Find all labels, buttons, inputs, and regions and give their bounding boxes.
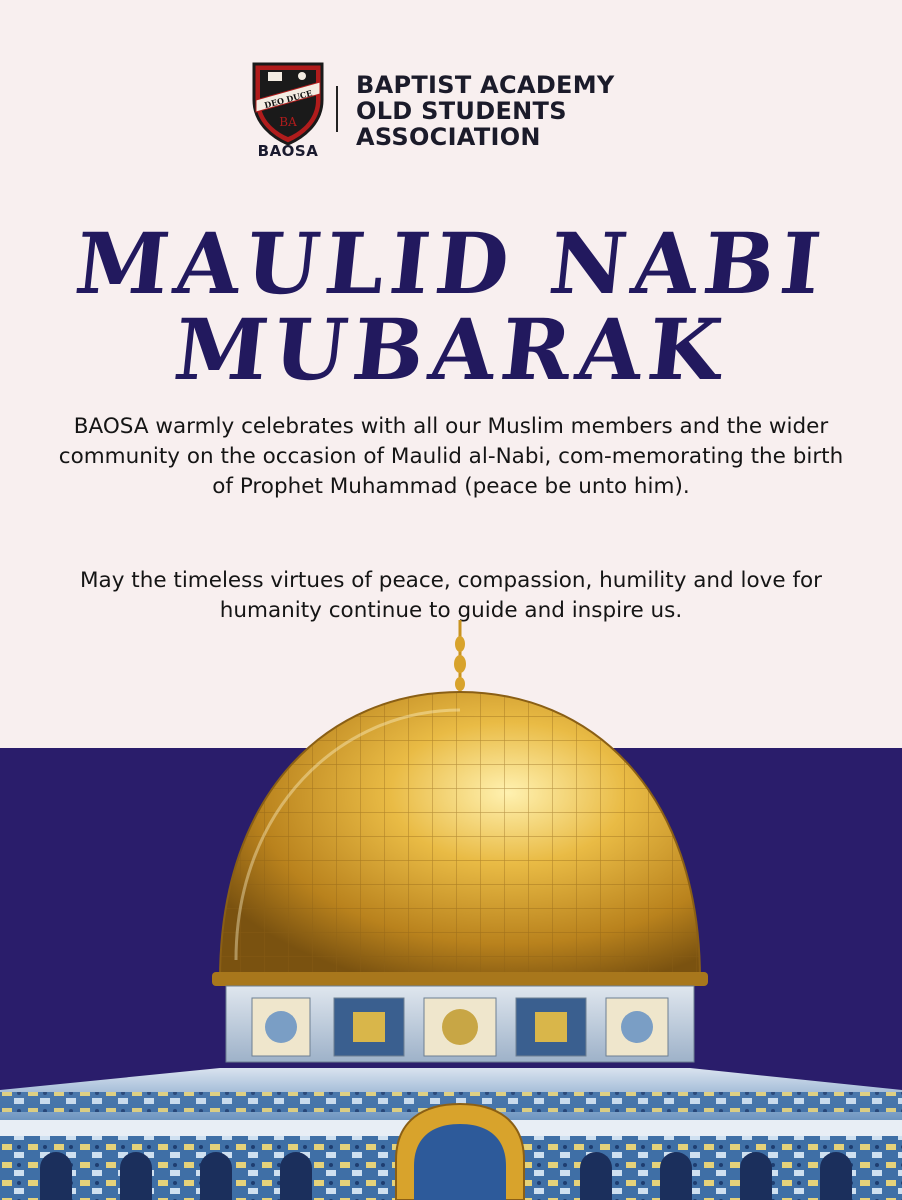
organization-name bbox=[356, 72, 686, 150]
org-name-line-1: BAPTIST ACADEMY bbox=[356, 71, 615, 99]
headline-line-1: MAULID NABI bbox=[70, 214, 832, 313]
crest-caption: BAOSA bbox=[257, 142, 319, 160]
header-logo-block bbox=[250, 60, 670, 160]
org-name-line-3: ASSOCIATION bbox=[356, 123, 541, 151]
headline-line-2: MUBARAK bbox=[169, 300, 733, 399]
baosa-crest-logo bbox=[250, 60, 326, 146]
book-icon bbox=[268, 72, 282, 81]
dome-finial bbox=[454, 620, 466, 696]
dome-of-the-rock-illustration bbox=[0, 620, 902, 1200]
crest-letters: BA bbox=[279, 115, 297, 129]
crest-motto: DEO DUCE bbox=[263, 87, 314, 111]
dome-drum bbox=[226, 986, 694, 1062]
message-paragraph-1: BAOSA warmly celebrates with all our Muslim members and the wider community on the occasion of Maulid al-Nabi, com-memorating the birth of Prophet Muhammad (peace be unto him). bbox=[58, 414, 844, 499]
header-divider bbox=[336, 86, 338, 132]
org-name-line-2: OLD STUDENTS bbox=[356, 97, 567, 125]
message-paragraph-2: May the timeless virtues of peace, compassion, humility and love for humanity continue to guide and inspire us. bbox=[79, 568, 823, 623]
mosque-base bbox=[0, 1068, 902, 1200]
torch-icon bbox=[298, 72, 306, 80]
